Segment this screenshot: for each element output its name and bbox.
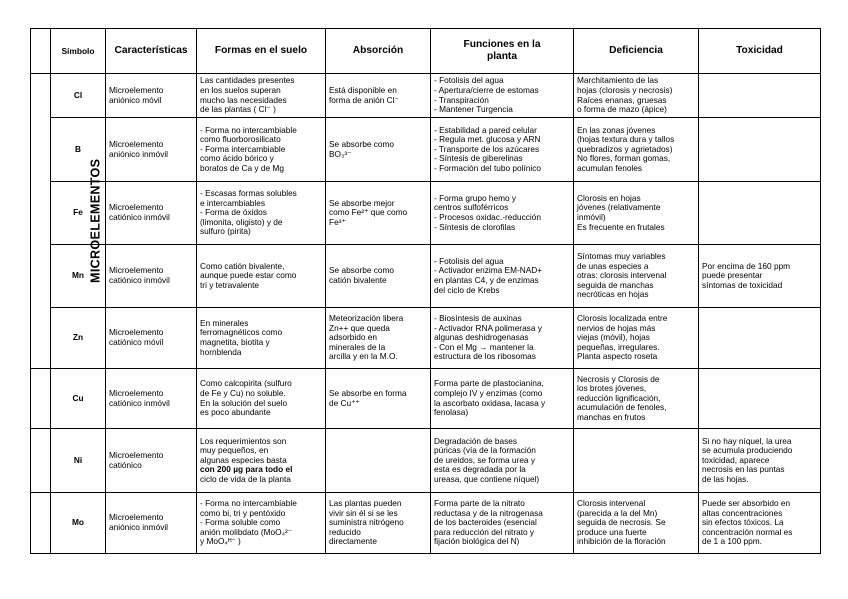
deficiencia-cell (574, 493, 699, 554)
caracteristicas-cell (106, 493, 197, 554)
absorcion-line: directamente (329, 536, 377, 547)
formas-line: mucho las necesidades (200, 94, 287, 105)
absorcion-cell (326, 429, 431, 493)
deficiencia-line: manchas en frutos (577, 411, 646, 422)
formas-line: aunque puede estar como (200, 270, 297, 281)
funciones-line: complejo IV y enzimas (como (434, 387, 543, 398)
absorcion-line: reducido (329, 526, 361, 537)
funciones-line: - Estabilidad a pared celular (434, 124, 537, 135)
deficiencia-line: Clorosis localizada entre (577, 313, 668, 324)
caracteristicas-line: Microelemento (109, 512, 164, 523)
caracteristicas-line: catiónico inmóvil (109, 275, 170, 285)
deficiencia-line: produce una fuerte (577, 526, 647, 537)
toxicidad-line: sin efectos tóxicos. La (702, 517, 784, 528)
header-funciones-line-1: Funciones en la (463, 39, 541, 50)
deficiencia-line: seguida de manchas (577, 279, 654, 290)
absorcion-line: vivir sin él si se les (329, 507, 398, 518)
deficiencia-cell (574, 245, 699, 308)
caracteristicas-cell (106, 308, 197, 369)
absorcion-line: Meteorización libera (329, 313, 404, 324)
absorcion-line: Se absorbe como (329, 265, 395, 276)
deficiencia-line: Marchitamiento de las (577, 75, 659, 86)
header-caracteristicas: Características (106, 29, 197, 74)
caracteristicas-cell (106, 429, 197, 493)
group-blank-cell (31, 493, 51, 554)
formas-line: como fluorborosilicato (200, 134, 281, 145)
formas-line: de Fe y Cu) no soluble. (200, 387, 286, 398)
toxicidad-line: necrosis en las puntas (702, 464, 785, 475)
deficiencia-line: nervios de hojas más (577, 322, 656, 333)
absorcion-cell (326, 182, 431, 245)
deficiencia-line: acumulan fenoles (577, 162, 643, 173)
funciones-cell (431, 245, 574, 308)
table-row (31, 245, 821, 308)
funciones-line: - Procesos oxidac.-reducción (434, 212, 541, 222)
funciones-line: - Transporte de los azúcares (434, 143, 540, 154)
symbol-cell: Fe (51, 182, 106, 245)
funciones-line: - Síntesis de clorofilas (434, 221, 516, 232)
symbol-cell: Mn (51, 245, 106, 308)
formas-line: - Forma de óxidos (200, 207, 267, 218)
funciones-line: - Formación del tubo polínico (434, 162, 541, 173)
deficiencia-line: seguida de necrosis. Se (577, 517, 666, 528)
toxicidad-line: concentración normal es (702, 526, 793, 537)
deficiencia-line: En las zonas jóvenes (577, 124, 656, 135)
funciones-line: - Fotolisis del agua (434, 75, 504, 86)
deficiencia-cell (574, 429, 699, 493)
formas-line: tri y tetravalente (200, 279, 260, 290)
toxicidad-line: se acumula produciendo (702, 445, 793, 456)
symbol-cell: Cl (51, 74, 106, 118)
absorcion-line: Está disponible en (329, 84, 397, 95)
funciones-line: algunas deshidrogenasas (434, 332, 529, 343)
caracteristicas-line: catiónico inmóvil (109, 397, 170, 408)
formas-line: (limonita, oligisto) y de (200, 216, 283, 227)
deficiencia-line: quebradizos y agrietados) (577, 143, 673, 154)
formas-cell (197, 182, 326, 245)
funciones-cell (431, 118, 574, 182)
absorcion-line: catión bivalente (329, 275, 387, 285)
symbol-cell: Ni (51, 429, 106, 493)
symbol-cell: Cu (51, 369, 106, 429)
formas-line: en los suelos superan (200, 84, 281, 95)
symbol-cell: B (51, 118, 106, 182)
header-row (31, 29, 821, 74)
toxicidad-cell (699, 429, 821, 493)
caracteristicas-cell (106, 369, 197, 429)
absorcion-line: suministra nitrógeno (329, 517, 404, 528)
deficiencia-cell (574, 308, 699, 369)
header-absorcion: Absorción (326, 29, 431, 74)
symbol-cell: Zn (51, 308, 106, 369)
absorcion-line: BO₃³⁻ (329, 148, 352, 159)
caracteristicas-line: Microelemento (109, 387, 164, 398)
formas-line: ciclo de vida de la planta (200, 473, 291, 484)
funciones-cell (431, 429, 574, 493)
absorcion-cell (326, 308, 431, 369)
toxicidad-cell (699, 493, 821, 554)
header-simbolo: Símbolo (51, 29, 106, 74)
formas-line: - Forma soluble como (200, 517, 281, 528)
deficiencia-line: viejas (móvil), hojas (577, 332, 650, 343)
caracteristicas-cell (106, 182, 197, 245)
caracteristicas-line: catiónico inmóvil (109, 212, 170, 222)
formas-cell (197, 429, 326, 493)
caracteristicas-cell (106, 118, 197, 182)
table-row (31, 369, 821, 429)
funciones-line: esta es degradada por la (434, 464, 526, 475)
formas-line: de las plantas ( Cl⁻ ) (200, 104, 276, 115)
toxicidad-cell (699, 308, 821, 369)
formas-cell (197, 369, 326, 429)
caracteristicas-cell (106, 74, 197, 118)
deficiencia-line: hojas (clorosis y necrosis) (577, 84, 673, 95)
formas-line: con 200 µg para todo el (200, 464, 293, 475)
toxicidad-cell (699, 182, 821, 245)
table-row (31, 308, 821, 369)
formas-line: sulfuro (pirita) (200, 226, 251, 237)
caracteristicas-line: aniónico inmóvil (109, 148, 169, 159)
formas-line: - Forma intercambiable (200, 143, 286, 154)
formas-line: y MoO₄ᴴ⁻ ) (200, 536, 241, 547)
absorcion-cell (326, 118, 431, 182)
absorcion-line: Las plantas pueden (329, 498, 402, 509)
caracteristicas-line: Microelemento (109, 138, 164, 149)
absorcion-line: adsorbido en (329, 332, 377, 343)
funciones-line: - Activador RNA polimerasa y (434, 322, 542, 333)
table-row (31, 429, 821, 493)
toxicidad-line: de 1 a 100 ppm. (702, 536, 762, 547)
deficiencia-line: inmóvil) (577, 212, 606, 222)
formas-line: es poco abundante (200, 407, 271, 418)
caracteristicas-cell (106, 245, 197, 308)
deficiencia-line: otras: clorosis intervenal (577, 270, 667, 281)
funciones-line: en plantas C4, y de enzimas (434, 275, 539, 285)
funciones-line: de los bacteroides (esencial (434, 517, 537, 528)
group-blank-cell (31, 369, 51, 429)
toxicidad-cell (699, 118, 821, 182)
deficiencia-line: o forma de mazo (ápice) (577, 104, 667, 115)
deficiencia-cell (574, 74, 699, 118)
funciones-line: - Activador enzima EM-NAD+ (434, 265, 543, 276)
caracteristicas-line: Microelemento (109, 327, 164, 338)
caracteristicas-line: aniónico móvil (109, 94, 162, 105)
funciones-line: - Mantener Turgencia (434, 104, 513, 115)
deficiencia-line: de unas especies a (577, 260, 649, 271)
header-blank (31, 29, 51, 74)
funciones-line: centros sulfoférricos (434, 202, 509, 213)
absorcion-line: Se absorbe en forma (329, 387, 407, 398)
funciones-line: para reducción del nitrato y (434, 526, 535, 537)
group-blank-cell (31, 429, 51, 493)
absorcion-line: Zn++ que queda (329, 322, 390, 333)
caracteristicas-line: catiónico móvil (109, 337, 164, 347)
funciones-line: estructura de los ribosomas (434, 351, 536, 362)
caracteristicas-line: aniónico inmóvil (109, 522, 169, 532)
formas-line: como ácido bórico y (200, 153, 274, 164)
funciones-line: - Forma grupo hemo y (434, 192, 517, 203)
absorcion-line: Se absorbe como (329, 138, 395, 149)
formas-line: hornblenda (200, 346, 242, 357)
deficiencia-line: Es frecuente en frutales (577, 221, 665, 232)
formas-cell (197, 245, 326, 308)
caracteristicas-line: Microelemento (109, 202, 164, 213)
funciones-line: púricas (vía de la formación (434, 445, 536, 456)
header-funciones (431, 29, 574, 74)
deficiencia-cell (574, 118, 699, 182)
formas-line: muy pequeños, en (200, 445, 269, 456)
caracteristicas-line: Microelemento (109, 265, 164, 276)
deficiencia-line: (hojas textura dura y tallos (577, 134, 675, 145)
funciones-line: la ascorbato oxidasa, lacasa y (434, 397, 546, 408)
funciones-line: - Con el Mg → mantener la (434, 341, 534, 352)
deficiencia-line: inhibición de la floración (577, 536, 666, 547)
header-deficiencia: Deficiencia (574, 29, 699, 74)
formas-line: - Forma no intercambiable (200, 498, 297, 509)
deficiencia-line: Planta aspecto roseta (577, 351, 658, 362)
absorcion-line: minerales de la (329, 341, 386, 352)
table-row (31, 118, 821, 182)
formas-line: - Forma no intercambiable (200, 124, 297, 135)
table-row (31, 182, 821, 245)
deficiencia-line: Clorosis intervenal (577, 498, 646, 509)
formas-line: - Escasas formas solubles (200, 188, 297, 199)
absorcion-line: Fe³⁺ (329, 216, 346, 227)
funciones-line: fenolasa) (434, 407, 469, 418)
funciones-cell (431, 182, 574, 245)
formas-line: magnetita, biotita y (200, 337, 270, 347)
funciones-line: - Síntesis de giberelinas (434, 153, 523, 164)
formas-line: Los requerimientos son (200, 435, 287, 446)
absorcion-line: forma de anión Cl⁻ (329, 94, 399, 105)
funciones-line: reductasa y de la nitrogenasa (434, 507, 543, 518)
deficiencia-cell (574, 369, 699, 429)
funciones-line: Forma parte de plastocianina, (434, 378, 544, 389)
absorcion-cell (326, 245, 431, 308)
funciones-line: - Regula met. glucosa y ARN (434, 134, 541, 145)
funciones-cell (431, 493, 574, 554)
formas-line: Como calcopirita (sulfuro (200, 378, 292, 389)
deficiencia-line: necróticas en hojas (577, 289, 649, 300)
absorcion-line: Se absorbe mejor (329, 197, 395, 208)
formas-line: Como catión bivalente, (200, 260, 285, 271)
absorcion-cell (326, 74, 431, 118)
deficiencia-line: No flores, forman gomas, (577, 153, 671, 164)
toxicidad-line: de las hojas. (702, 473, 749, 484)
funciones-line: ureasa, que contiene níquel) (434, 473, 540, 484)
symbol-cell: Mo (51, 493, 106, 554)
formas-line: e intercambiables (200, 197, 266, 208)
caracteristicas-line: catiónico (109, 459, 142, 470)
absorcion-cell (326, 493, 431, 554)
absorcion-cell (326, 369, 431, 429)
header-funciones-line-2: planta (486, 51, 517, 62)
group-label: MICROELEMENTOS (88, 158, 103, 283)
toxicidad-cell (699, 369, 821, 429)
deficiencia-line: acumulación de fenoles, (577, 402, 667, 413)
formas-cell (197, 493, 326, 554)
funciones-line: - Biosíntesis de auxinas (434, 313, 522, 324)
funciones-line: del ciclo de Krebs (434, 284, 500, 295)
absorcion-line: de Cu⁺⁺ (329, 397, 360, 408)
header-formas: Formas en el suelo (197, 29, 326, 74)
microelements-table (30, 28, 821, 554)
funciones-line: - Fotolisis del agua (434, 255, 504, 266)
deficiencia-line: jóvenes (relativamente (577, 202, 661, 213)
toxicidad-cell (699, 74, 821, 118)
funciones-line: fijación biológica del N) (434, 536, 520, 547)
formas-line: En la solución del suelo (200, 397, 288, 408)
absorcion-line: como Fe²⁺ que como (329, 207, 408, 218)
formas-line: como bi, tri y pentóxido (200, 507, 286, 518)
funciones-line: Degradación de bases (434, 435, 518, 446)
table-row (31, 74, 821, 118)
funciones-line: Forma parte de la nitrato (434, 498, 525, 509)
toxicidad-line: Puede ser absorbido en (702, 498, 791, 509)
funciones-line: - Apertura/cierre de estomas (434, 84, 539, 95)
formas-line: anión molibdato (MoO₄²⁻ (200, 526, 293, 537)
deficiencia-line: Clorosis en hojas (577, 192, 641, 203)
caracteristicas-line: Microelemento (109, 84, 164, 95)
toxicidad-line: Por encima de 160 ppm (702, 260, 791, 271)
formas-cell (197, 118, 326, 182)
deficiencia-line: los brotes jóvenes, (577, 383, 647, 394)
toxicidad-line: síntomas de toxicidad (702, 279, 783, 290)
formas-cell (197, 308, 326, 369)
formas-cell (197, 74, 326, 118)
toxicidad-line: altas concentraciones (702, 507, 783, 518)
formas-line: algunas especies basta (200, 454, 287, 465)
deficiencia-line: (parecida a la del Mn) (577, 507, 658, 518)
deficiencia-line: pequeñas, irregulares. (577, 341, 660, 352)
funciones-cell (431, 369, 574, 429)
formas-line: Las cantidades presentes (200, 75, 295, 86)
formas-line: En minerales (200, 317, 249, 328)
absorcion-line: arcilla y en la M.O. (329, 351, 398, 362)
toxicidad-line: puede presentar (702, 270, 763, 281)
funciones-line: - Transpiración (434, 94, 489, 105)
formas-line: boratos de Ca y de Mg (200, 162, 284, 173)
funciones-cell (431, 74, 574, 118)
toxicidad-line: Si no hay níquel, la urea (702, 435, 792, 446)
funciones-cell (431, 308, 574, 369)
deficiencia-line: reducción lignificación, (577, 392, 661, 403)
header-toxicidad: Toxicidad (699, 29, 821, 74)
deficiencia-line: Síntomas muy variables (577, 251, 666, 262)
deficiencia-line: Raíces enanas, gruesas (577, 94, 667, 105)
deficiencia-cell (574, 182, 699, 245)
toxicidad-line: toxicidad, aparece (702, 454, 770, 465)
table-row (31, 493, 821, 554)
formas-line: ferromagnéticos como (200, 327, 283, 338)
toxicidad-cell (699, 245, 821, 308)
caracteristicas-line: Microelemento (109, 449, 164, 460)
deficiencia-line: Necrosis y Clorosis de (577, 373, 660, 384)
funciones-line: de ureidos, se forma urea y (434, 454, 535, 465)
